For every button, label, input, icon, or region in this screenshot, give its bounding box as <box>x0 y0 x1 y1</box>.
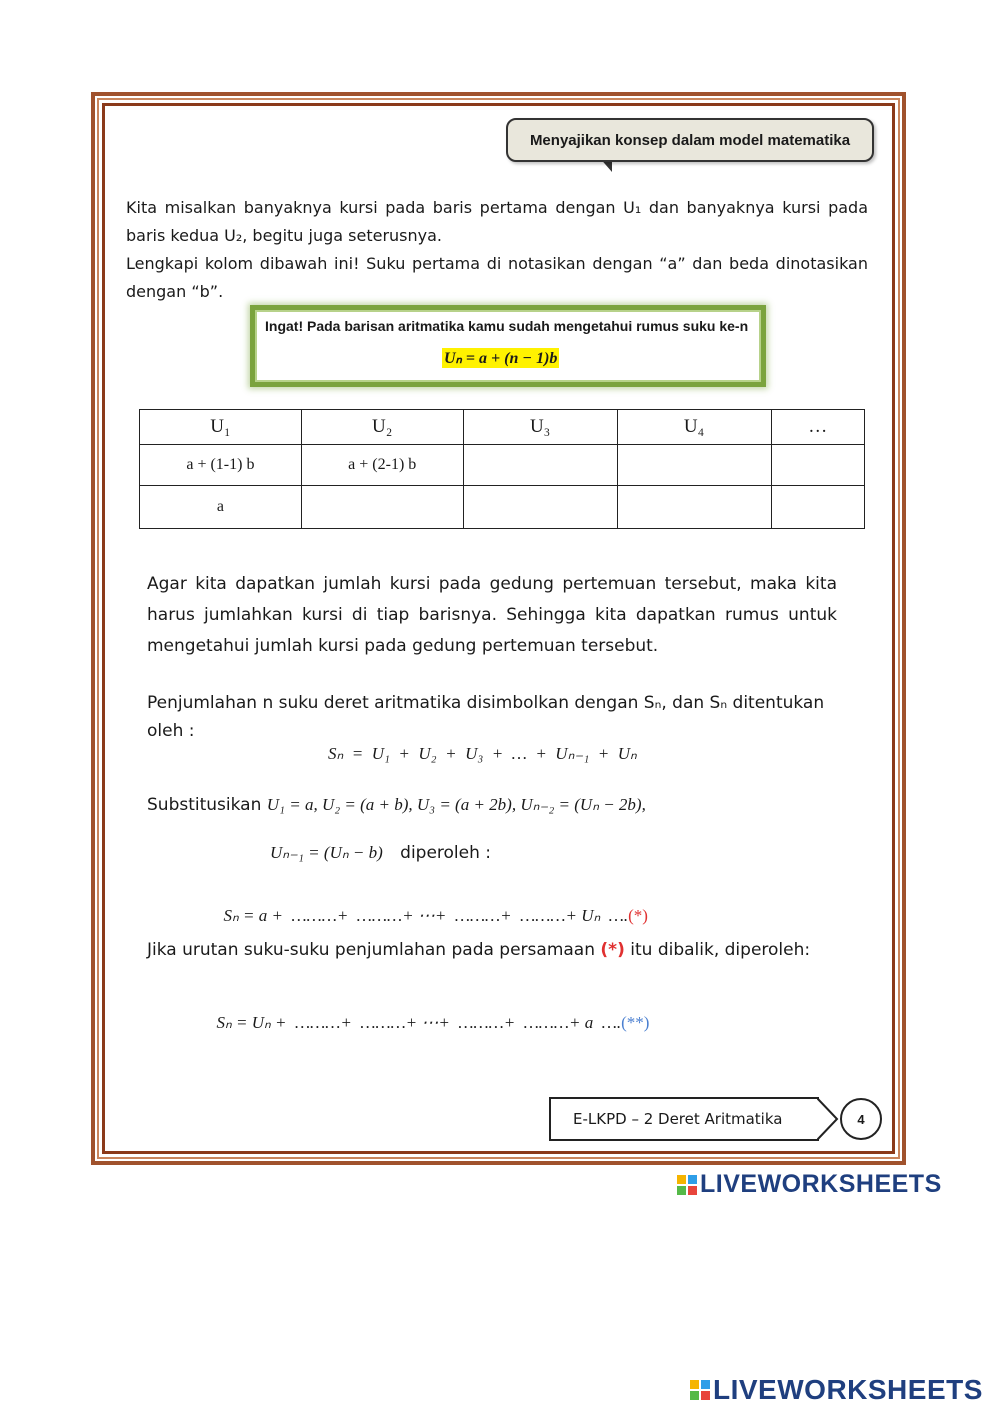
equation-star-mark: (*) <box>628 906 648 925</box>
table-header-row <box>140 410 865 445</box>
answer-cell[interactable] <box>617 445 771 486</box>
sum-formula: Sₙ = U₁ + U₂ + U₃ + … + Uₙ₋₁ + Uₙ <box>328 744 637 763</box>
sum-intro: Penjumlahan n suku deret aritmatika disimbolkan dengan Sₙ, dan Sₙ ditentukan oleh : <box>147 693 825 741</box>
watermark-text: LIVEWORKSHEETS <box>713 1374 983 1405</box>
answer-cell[interactable] <box>771 486 864 529</box>
explanation-paragraph: Agar kita dapatkan jumlah kursi pada gedung pertemuan tersebut, maka kita harus jumlahkan kursi di tiap barisnya. Sehingga kita dapatkan rumus untuk mengetahui jumlah kursi pada gedung pertemuan tersebut. <box>147 574 837 656</box>
equation-star <box>215 886 648 926</box>
substitute-label: Substitusikan <box>147 795 262 815</box>
table-cell: a + (1-1) b <box>140 445 302 486</box>
reverse-mark: (*) <box>600 940 625 960</box>
table-header-cell: U₃ <box>463 410 617 445</box>
answer-cell[interactable] <box>617 486 771 529</box>
footer-label: E-LKPD – 2 Deret Aritmatika <box>549 1097 819 1141</box>
table-cell: a + (2-1) b <box>301 445 463 486</box>
reverse-text-before: Jika urutan suku-suku penjumlahan pada persamaan <box>147 940 595 960</box>
table-header-cell: U₄ <box>617 410 771 445</box>
intro-paragraph-2: Lengkapi kolom dibawah ini! Suku pertama di notasikan dengan “a” dan beda dinotasikan dengan “b”. <box>126 254 868 301</box>
table-row <box>140 445 865 486</box>
liveworksheets-grid-icon <box>690 1380 710 1400</box>
equation-double-star <box>208 993 649 1033</box>
substitute-math-2: Uₙ₋₁ = (Uₙ − b) <box>270 843 383 862</box>
nth-term-formula: Uₙ = a + (n − 1)b <box>444 350 558 367</box>
liveworksheets-logo <box>677 1170 942 1199</box>
substitution-line <box>147 795 646 815</box>
liveworksheets-logo-bottom <box>690 1374 983 1406</box>
reverse-text-after: itu dibalik, diperoleh: <box>630 940 811 960</box>
table-header-cell: U₂ <box>301 410 463 445</box>
table-header-cell: U₁ <box>140 410 302 445</box>
answer-cell[interactable] <box>463 445 617 486</box>
sequence-table <box>139 409 865 529</box>
equation-double-star-body[interactable]: Sₙ = Uₙ + ………+ ………+ ⋯+ ………+ ………+ a …. <box>216 1013 622 1032</box>
substitute-math: U₁ = a, U₂ = (a + b), U₃ = (a + 2b), Uₙ₋₂ = (Uₙ − 2b), <box>266 795 646 814</box>
footer-arrow-icon <box>817 1097 839 1141</box>
substitution-line-2 <box>270 843 491 863</box>
liveworksheets-grid-icon <box>677 1175 697 1195</box>
equation-double-star-mark: (**) <box>621 1013 650 1032</box>
answer-cell[interactable] <box>301 486 463 529</box>
table-header-cell: … <box>771 410 864 445</box>
equation-star-body[interactable]: Sₙ = a + ………+ ………+ ⋯+ ………+ ………+ Uₙ …. <box>223 906 629 925</box>
table-row <box>140 486 865 529</box>
page-number: 4 <box>840 1098 882 1140</box>
watermark-text: LIVEWORKSHEETS <box>700 1170 942 1198</box>
obtained-label: diperoleh : <box>400 843 492 863</box>
answer-cell[interactable] <box>771 445 864 486</box>
intro-paragraph-1: Kita misalkan banyaknya kursi pada baris pertama dengan U₁ dan banyaknya kursi pada baris kedua U₂, begitu juga seterusnya. <box>126 198 868 245</box>
table-cell: a <box>140 486 302 529</box>
section-title: Menyajikan konsep dalam model matematika <box>506 118 874 162</box>
answer-cell[interactable] <box>463 486 617 529</box>
reverse-statement <box>147 940 810 960</box>
reminder-title: Ingat! Pada barisan aritmatika kamu sudah mengetahui rumus suku ke-n <box>265 318 749 334</box>
